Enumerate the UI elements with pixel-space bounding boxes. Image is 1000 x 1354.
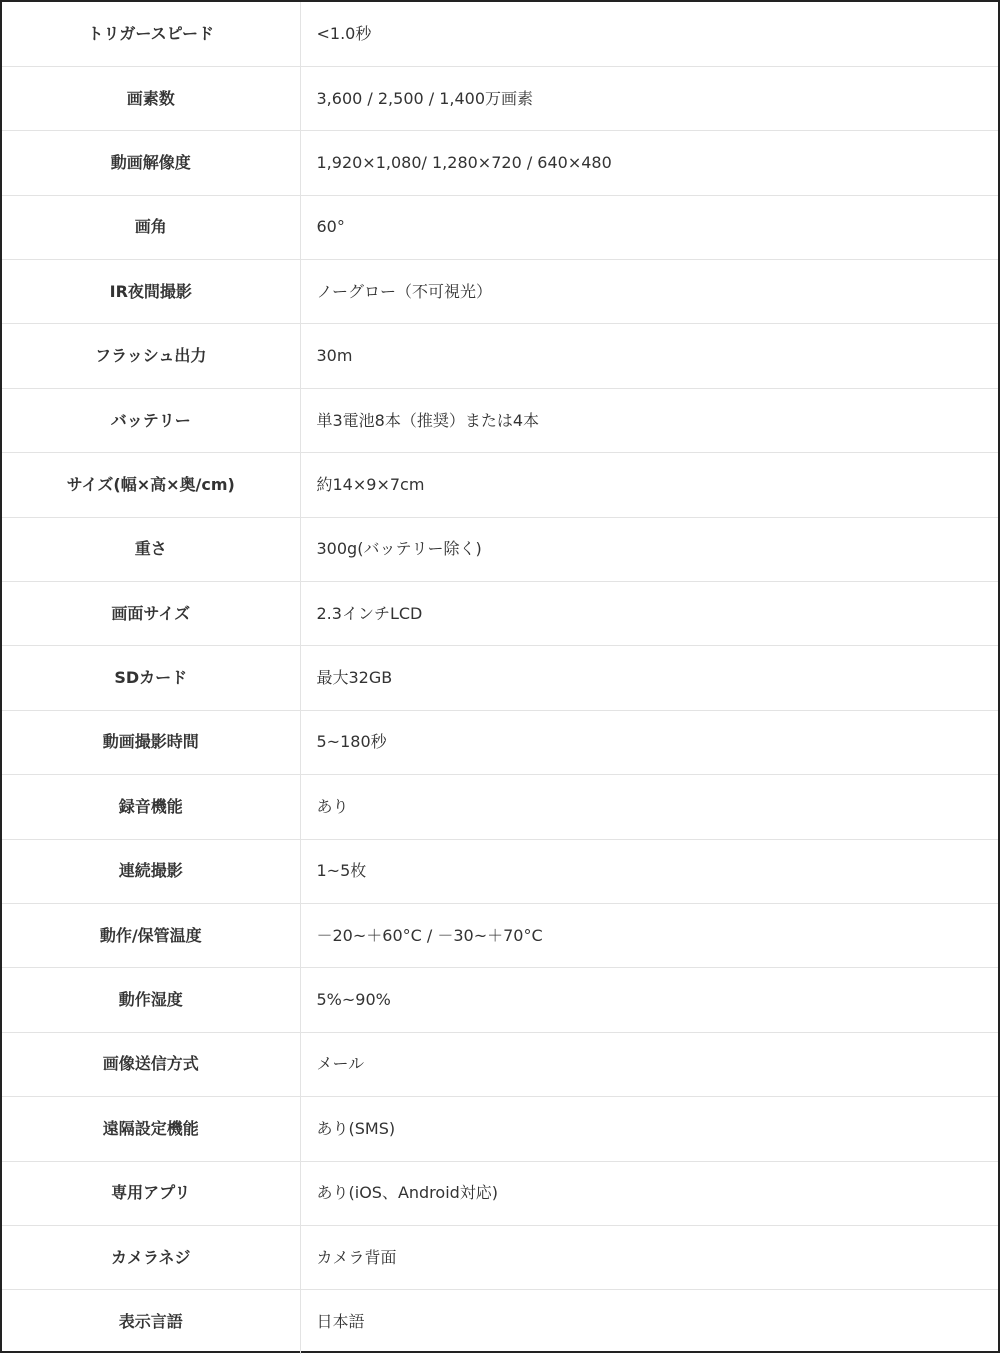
spec-value: 30m	[300, 324, 998, 388]
spec-value: 最大32GB	[300, 646, 998, 710]
spec-label: 動画撮影時間	[2, 710, 300, 774]
spec-value: 2.3インチLCD	[300, 582, 998, 646]
spec-row-video-duration	[2, 710, 998, 774]
spec-value: あり(SMS)	[300, 1097, 998, 1161]
spec-row-weight	[2, 517, 998, 581]
spec-value: あり(iOS、Android対応)	[300, 1161, 998, 1225]
spec-row-image-transmission	[2, 1032, 998, 1096]
spec-row-battery	[2, 388, 998, 452]
spec-label: バッテリー	[2, 388, 300, 452]
spec-label: 重さ	[2, 517, 300, 581]
spec-value: 約14×9×7cm	[300, 453, 998, 517]
spec-label: 表示言語	[2, 1290, 300, 1354]
spec-row-trigger-speed	[2, 2, 998, 66]
spec-label: サイズ(幅×高×奥/cm)	[2, 453, 300, 517]
spec-row-video-resolution	[2, 131, 998, 195]
spec-row-flash-output	[2, 324, 998, 388]
spec-value: メール	[300, 1032, 998, 1096]
spec-label: 画面サイズ	[2, 582, 300, 646]
spec-value: 3,600 / 2,500 / 1,400万画素	[300, 66, 998, 130]
spec-value: ノーグロー（不可視光）	[300, 260, 998, 324]
spec-label: 画角	[2, 195, 300, 259]
spec-label: 連続撮影	[2, 839, 300, 903]
spec-label: 動画解像度	[2, 131, 300, 195]
spec-label: 遠隔設定機能	[2, 1097, 300, 1161]
spec-label: 動作湿度	[2, 968, 300, 1032]
spec-row-display-language	[2, 1290, 998, 1354]
spec-value: <1.0秒	[300, 2, 998, 66]
spec-label: 画素数	[2, 66, 300, 130]
spec-row-humidity	[2, 968, 998, 1032]
spec-value: 60°	[300, 195, 998, 259]
spec-value: －20~＋60°C / －30~＋70°C	[300, 903, 998, 967]
spec-row-pixels	[2, 66, 998, 130]
spec-label: 録音機能	[2, 775, 300, 839]
spec-row-remote-settings	[2, 1097, 998, 1161]
spec-value: 1~5枚	[300, 839, 998, 903]
spec-row-dedicated-app	[2, 1161, 998, 1225]
spec-row-audio-recording	[2, 775, 998, 839]
spec-label: SDカード	[2, 646, 300, 710]
spec-value: 日本語	[316, 1312, 365, 1332]
spec-row-screen-size	[2, 582, 998, 646]
spec-label: 動作/保管温度	[2, 903, 300, 967]
spec-row-sd-card	[2, 646, 998, 710]
spec-value: 単3電池8本（推奨）または4本	[300, 388, 998, 452]
spec-row-burst-shooting	[2, 839, 998, 903]
spec-row-size	[2, 453, 998, 517]
spec-value: あり	[300, 775, 998, 839]
spec-value: カメラ背面	[300, 1225, 998, 1289]
spec-value: 1,920×1,080/ 1,280×720 / 640×480	[300, 131, 998, 195]
spec-label: トリガースピード	[2, 2, 300, 66]
spec-label: カメラネジ	[2, 1225, 300, 1289]
spec-value: 5~180秒	[300, 710, 998, 774]
spec-row-camera-screw	[2, 1225, 998, 1289]
spec-label: フラッシュ出力	[2, 324, 300, 388]
spec-row-ir-night	[2, 260, 998, 324]
spec-row-temperature	[2, 903, 998, 967]
spec-row-field-of-view	[2, 195, 998, 259]
spec-label: 画像送信方式	[2, 1032, 300, 1096]
spec-label: 専用アプリ	[2, 1161, 300, 1225]
spec-value: 5%~90%	[300, 968, 998, 1032]
spec-table	[2, 2, 998, 1354]
spec-label: IR夜間撮影	[2, 260, 300, 324]
spec-value: 300g(バッテリー除く)	[300, 517, 998, 581]
